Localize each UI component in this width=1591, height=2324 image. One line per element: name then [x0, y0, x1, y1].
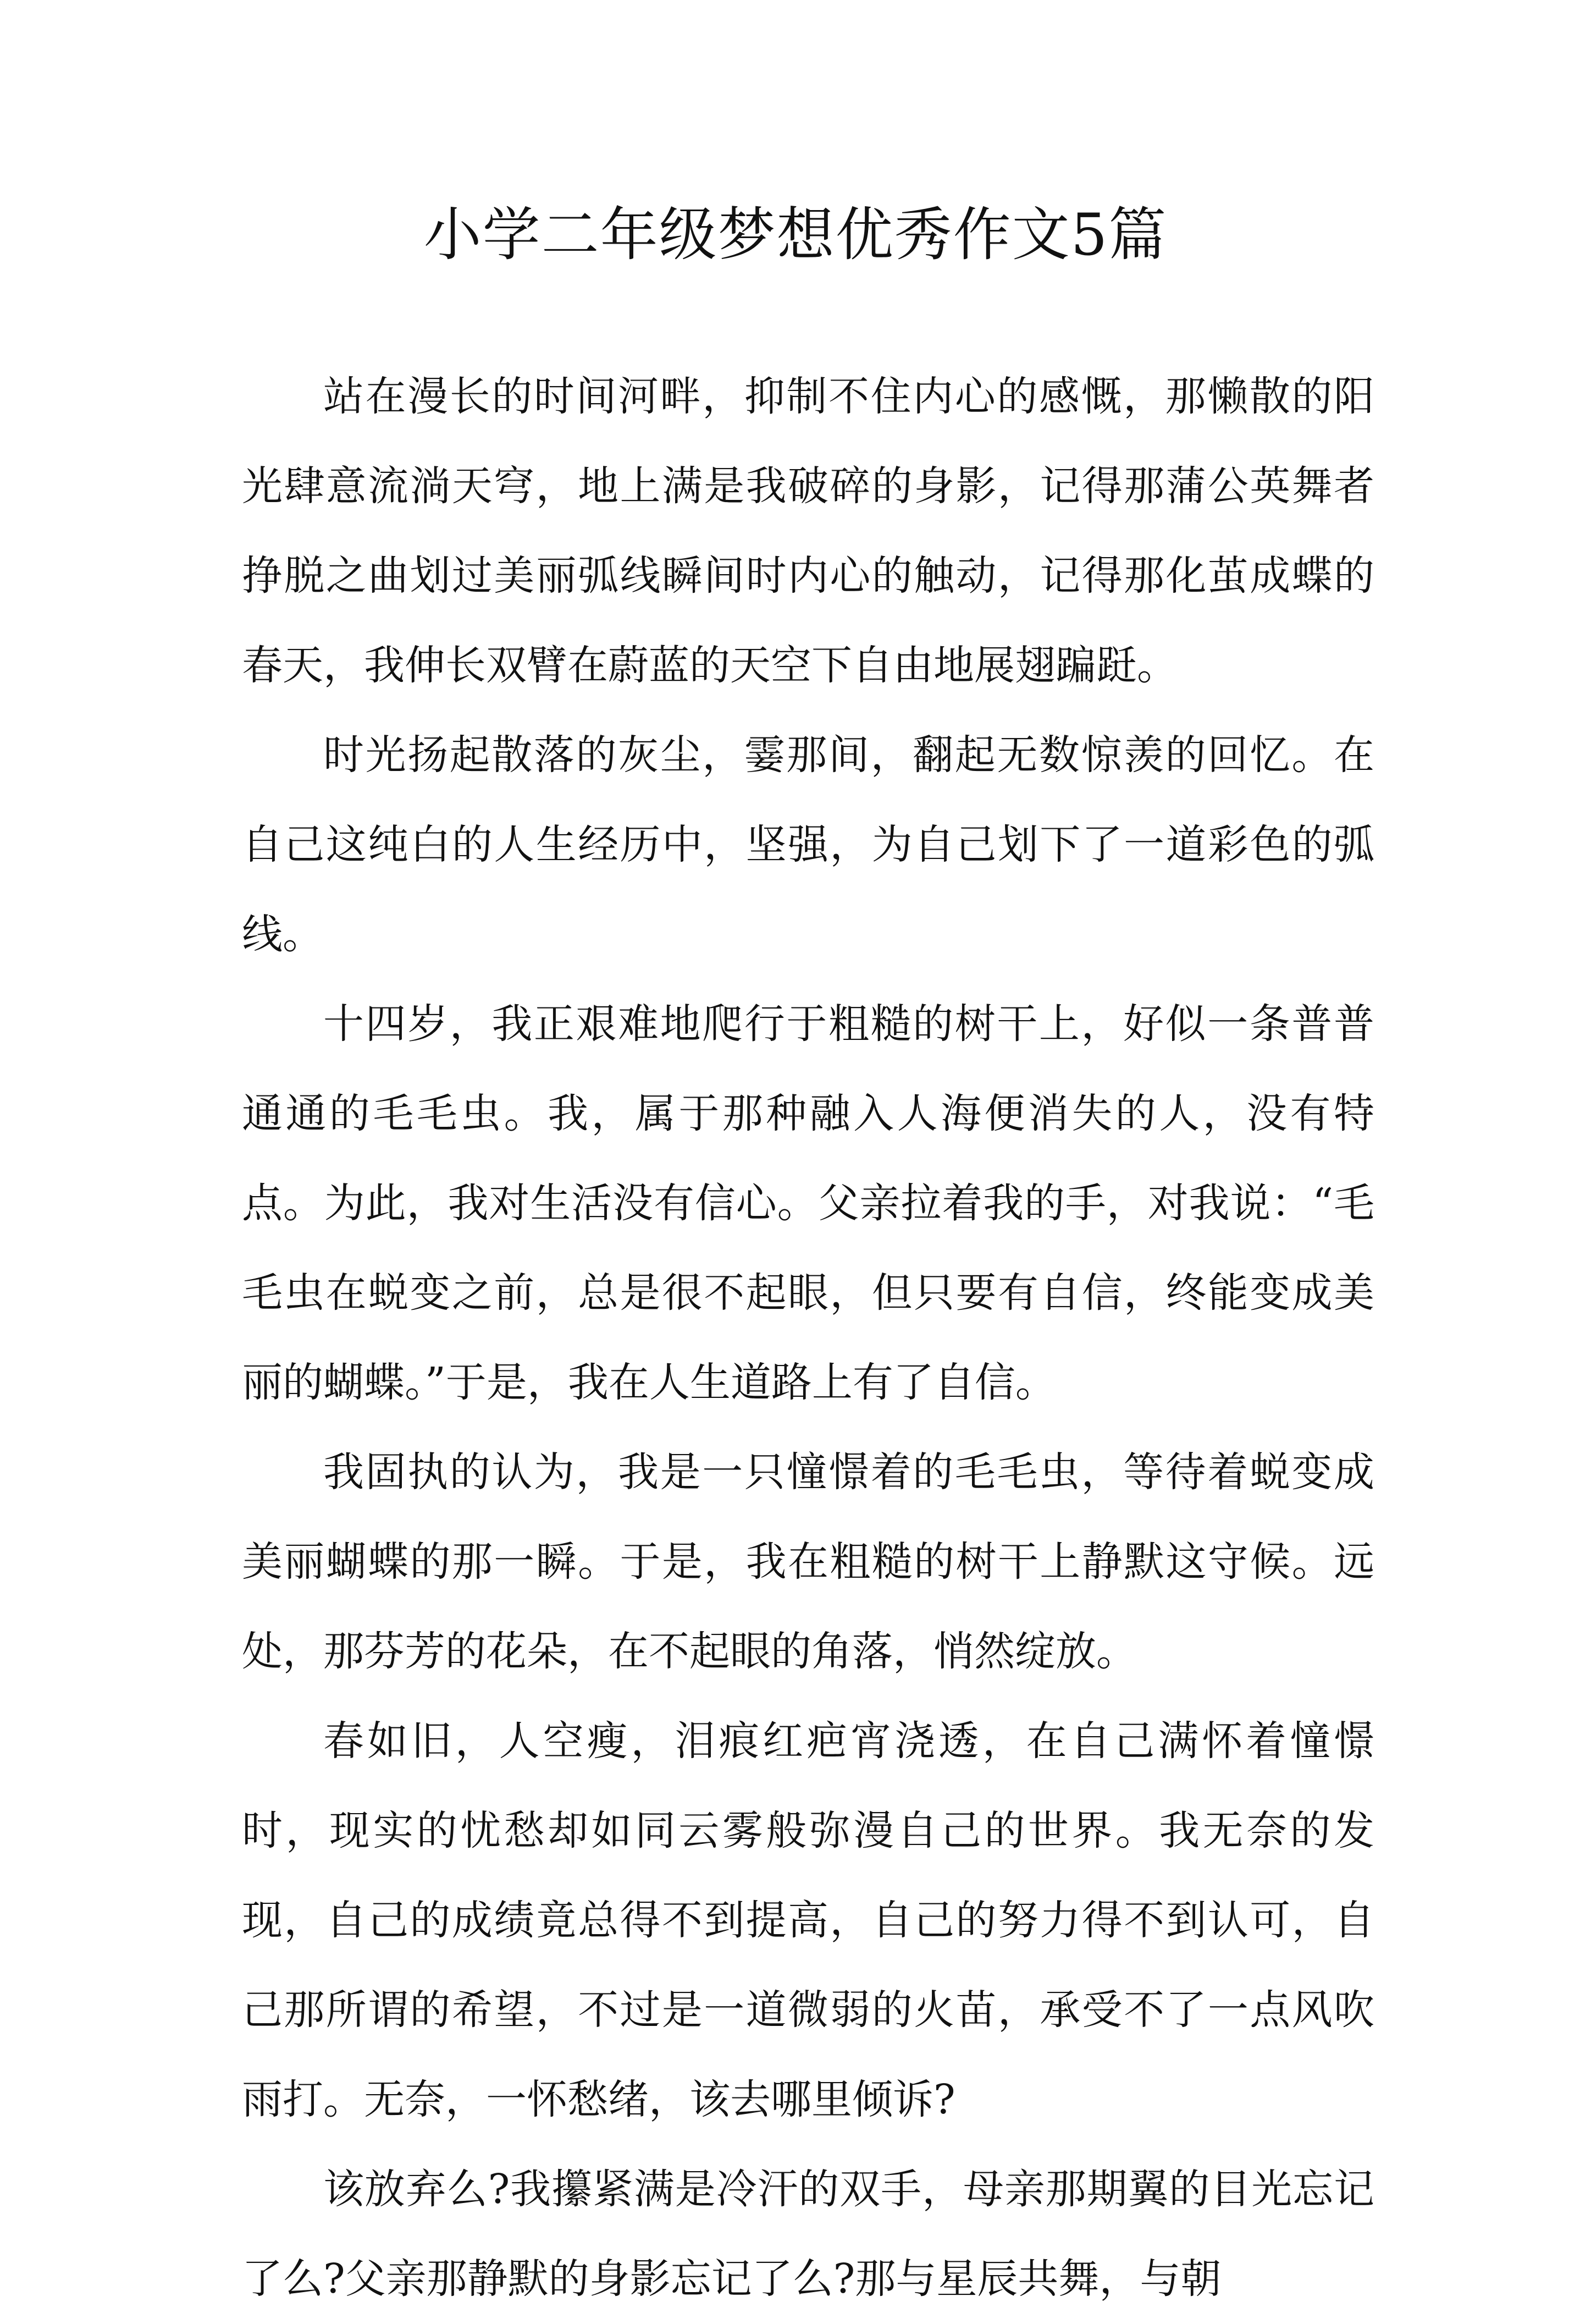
document-title: 小学二年级梦想优秀作文5篇	[423, 201, 1168, 268]
paragraph: 春如旧，人空瘦，泪痕红疤宵浇透，在自己满怀着憧憬时，现实的忧愁却如同云雾般弥漫自己的世界。我无奈的发现，自己的成绩竟总得不到提高，自己的努力得不到认可，自己那所谓的希望，不过是一道微弱的火苗，承受不了一点风吹雨打。无奈，一怀愁绪，该去哪里倾诉?	[242, 1717, 1374, 2123]
paragraph: 时光扬起散落的灰尘，霎那间，翻起无数惊羡的回忆。在自己这纯白的人生经历中，坚强，为自己划下了一道彩色的弧线。	[242, 731, 1374, 958]
document-body	[242, 352, 1374, 2324]
paragraph: 十四岁，我正艰难地爬行于粗糙的树干上，好似一条普普通通的毛毛虫。我，属于那种融入人海便消失的人，没有特点。为此，我对生活没有信心。父亲拉着我的手，对我说：“毛毛虫在蜕变之前，总是很不起眼，但只要有自信，终能变成美丽的蝴蝶。”于是，我在人生道路上有了自信。	[242, 1000, 1374, 1406]
paragraph: 我固执的认为，我是一只憧憬着的毛毛虫，等待着蜕变成美丽蝴蝶的那一瞬。于是，我在粗糙的树干上静默这守候。远处，那芬芳的花朵，在不起眼的角落，悄然绽放。	[242, 1449, 1374, 1675]
paragraph: 站在漫长的时间河畔，抑制不住内心的感慨，那懒散的阳光肆意流淌天穹，地上满是我破碎的身影，记得那蒲公英舞者挣脱之曲划过美丽弧线瞬间时内心的触动，记得那化茧成蝶的春天，我伸长双臂在蔚蓝的天空下自由地展翅蹁跹。	[242, 373, 1374, 689]
paragraph: 该放弃么?我攥紧满是冷汗的双手，母亲那期翼的目光忘记了么?父亲那静默的身影忘记了么?那与星辰共舞，与朝	[242, 2166, 1374, 2303]
